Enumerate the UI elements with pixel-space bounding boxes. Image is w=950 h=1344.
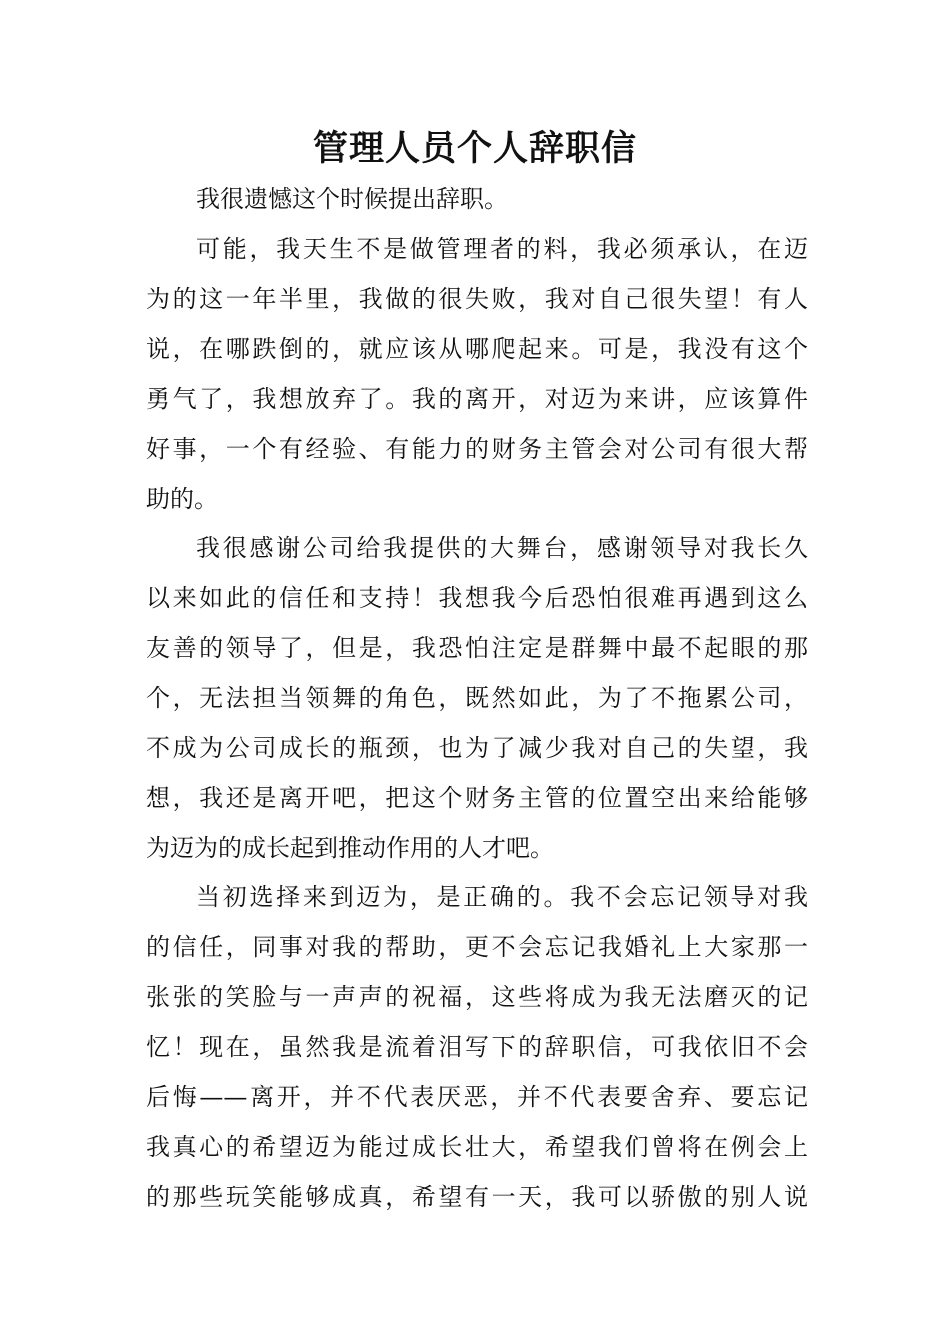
body-line: 不成为公司成长的瓶颈，也为了减少我对自己的失望，我 <box>146 734 808 762</box>
body-line: 为的这一年半里，我做的很失败，我对自己很失望！有人 <box>146 285 808 313</box>
body-line: 忆！现在，虽然我是流着泪写下的辞职信，可我依旧不会 <box>146 1033 808 1061</box>
body-line: 个，无法担当领舞的角色，既然如此，为了不拖累公司， <box>146 684 808 712</box>
body-line: 说，在哪跌倒的，就应该从哪爬起来。可是，我没有这个 <box>146 335 808 363</box>
body-line: 我真心的希望迈为能过成长壮大，希望我们曾将在例会上 <box>146 1133 808 1161</box>
body-line: 的那些玩笑能够成真，希望有一天，我可以骄傲的别人说 <box>146 1183 808 1211</box>
body-line: 勇气了，我想放弃了。我的离开，对迈为来讲，应该算件 <box>146 385 808 413</box>
body-line: 可能，我天生不是做管理者的料，我必须承认，在迈 <box>196 235 808 263</box>
body-line: 为迈为的成长起到推动作用的人才吧。 <box>146 834 554 862</box>
body-line: 友善的领导了，但是，我恐怕注定是群舞中最不起眼的那 <box>146 634 808 662</box>
body-line: 的信任，同事对我的帮助，更不会忘记我婚礼上大家那一 <box>146 933 808 961</box>
body-line: 我很感谢公司给我提供的大舞台，感谢领导对我长久 <box>196 534 808 562</box>
document-title: 管理人员个人辞职信 <box>312 128 637 169</box>
body-line: 当初选择来到迈为，是正确的。我不会忘记领导对我 <box>196 883 808 911</box>
body-line: 助的。 <box>146 485 218 513</box>
body-line: 想，我还是离开吧，把这个财务主管的位置空出来给能够 <box>146 784 808 812</box>
body-line: 以来如此的信任和支持！我想我今后恐怕很难再遇到这么 <box>146 584 808 612</box>
body-line: 好事，一个有经验、有能力的财务主管会对公司有很大帮 <box>146 435 808 463</box>
intro-line: 我很遗憾这个时候提出辞职。 <box>196 185 508 213</box>
body-line: 后悔——离开，并不代表厌恶，并不代表要舍弃、要忘记 <box>146 1083 808 1111</box>
body-line: 张张的笑脸与一声声的祝福，这些将成为我无法磨灭的记 <box>146 983 808 1011</box>
